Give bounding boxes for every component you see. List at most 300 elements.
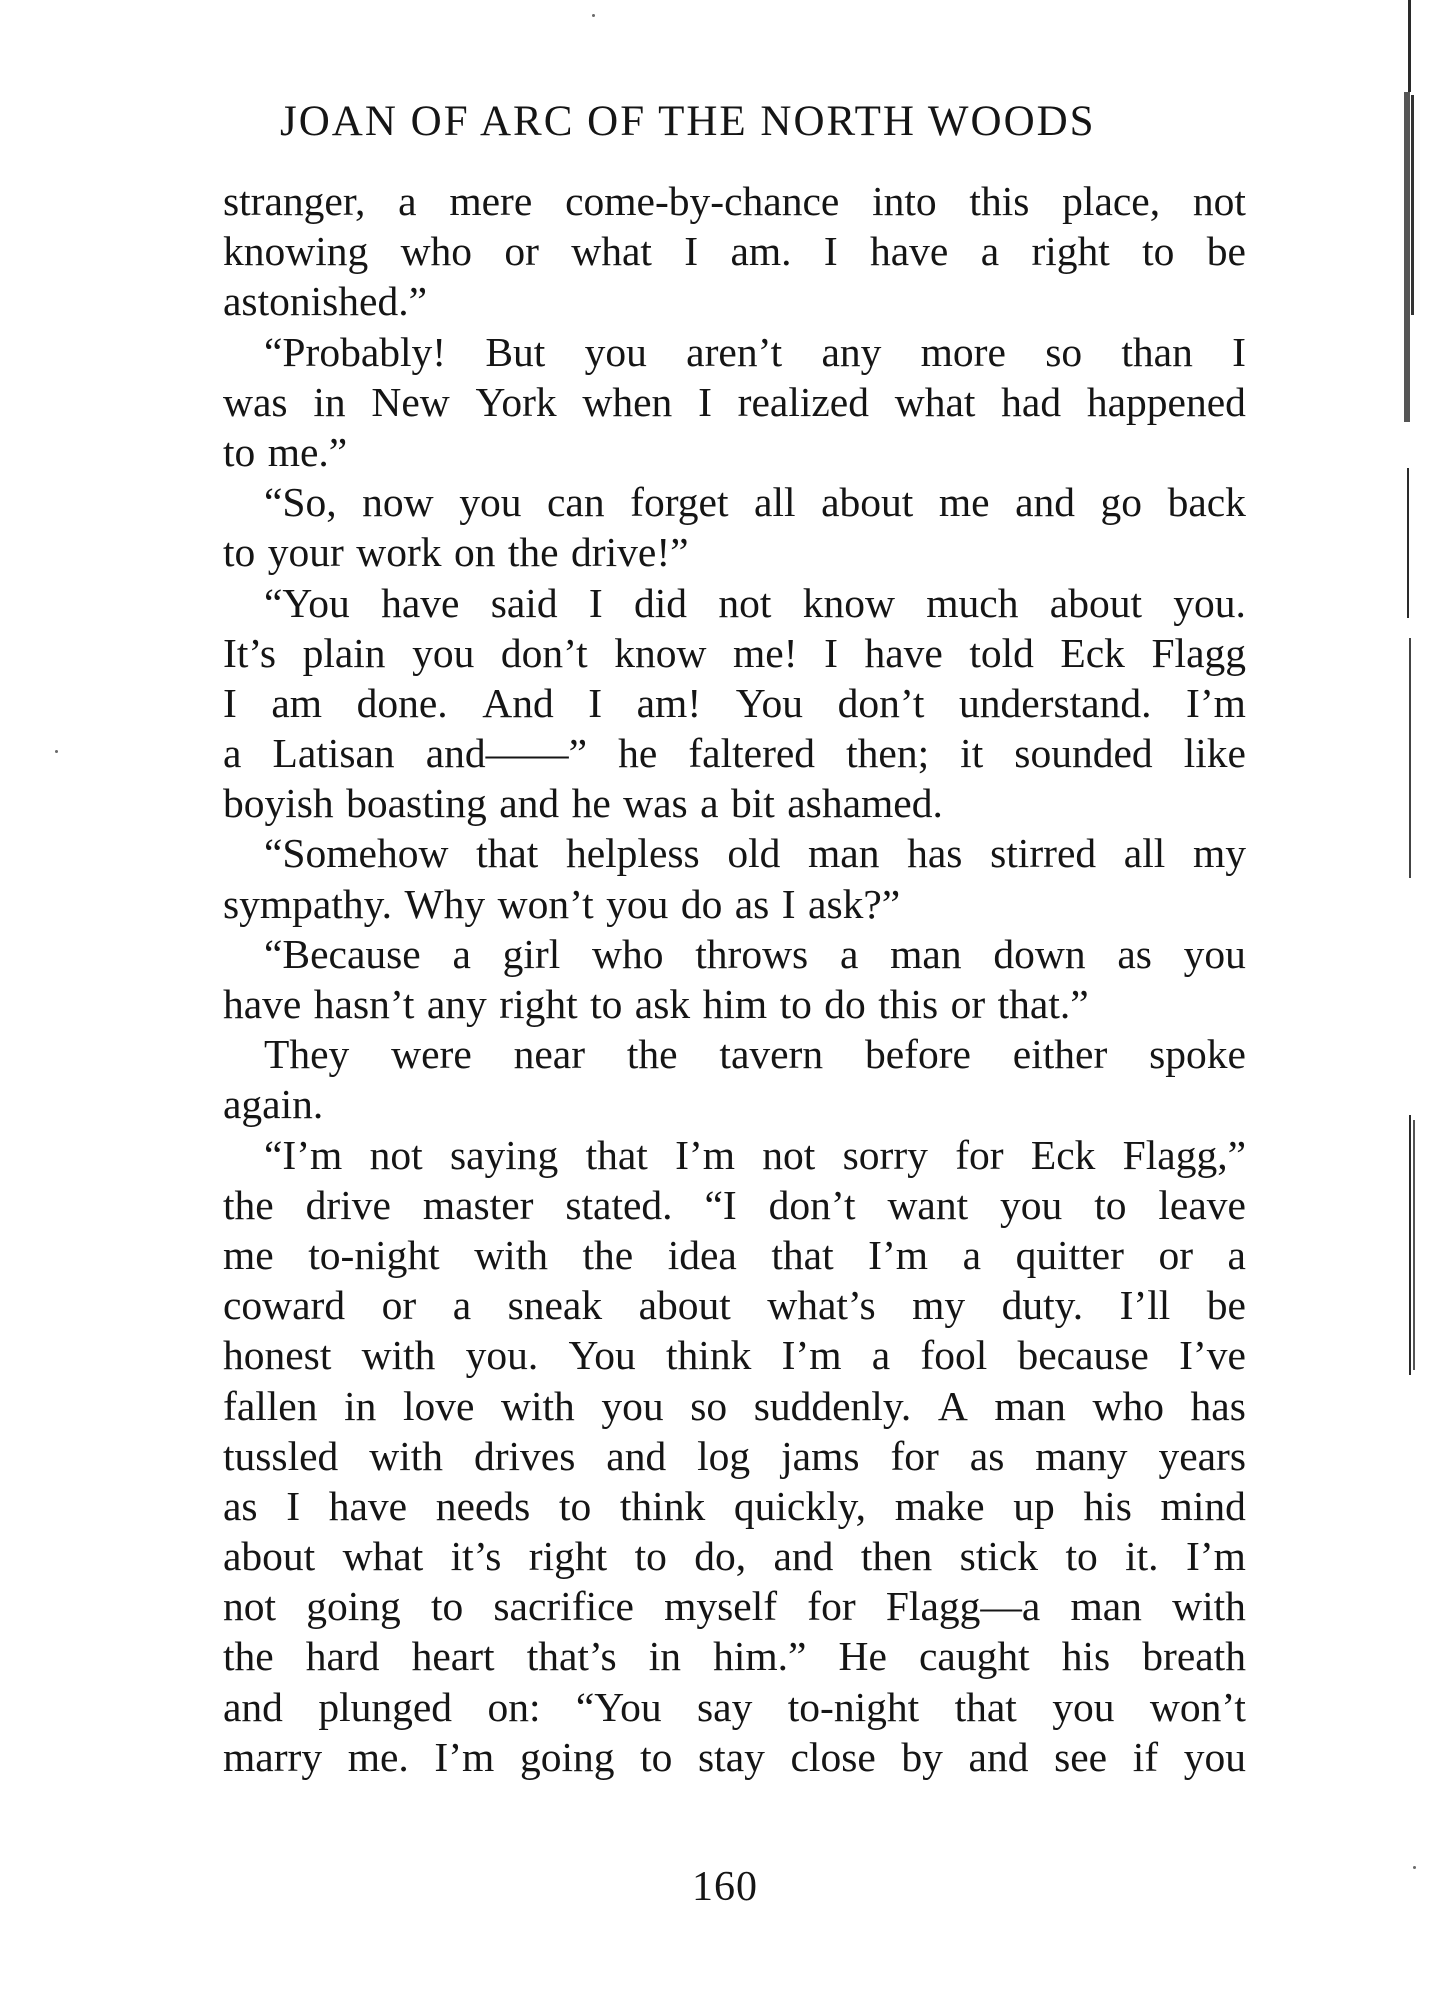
text-line [223,276,1246,326]
word: your [267,529,344,576]
word: and [773,1533,834,1580]
word: do [824,981,866,1027]
text-line [223,176,1246,226]
word: am. [730,228,792,275]
word: coward [223,1282,346,1329]
word: drive!” [571,529,689,576]
word: New [371,378,450,425]
word: plunged [318,1683,453,1730]
word: to [1094,1181,1127,1228]
word: has [1190,1382,1246,1429]
word: who [592,930,664,977]
word: the [223,1181,274,1228]
word: to [223,428,256,475]
word: But [485,328,546,375]
word: quitter [1015,1231,1124,1278]
word: I [824,629,838,676]
word: knowing [223,228,369,275]
word: “I [704,1181,737,1228]
word: the [507,529,559,576]
word: stirred [990,830,1097,877]
word: Why [404,880,486,927]
word: “I’m [264,1131,343,1178]
word: man [1070,1583,1142,1630]
word: York [475,378,557,425]
word: a [223,730,242,777]
word: he [571,780,611,827]
word: won’t [497,880,594,927]
word: “You [575,1683,662,1730]
word: on: [487,1683,541,1730]
word: this [878,981,939,1027]
word: You [735,679,804,726]
word: any [426,981,487,1027]
word: what [894,378,976,425]
word: to [223,529,256,576]
word: I’m [434,1733,495,1780]
word: with [501,1382,575,1429]
word: honest [223,1332,332,1379]
word: the [223,1633,274,1680]
word: think [666,1332,752,1379]
scan-edge-shadow [1404,92,1410,422]
word: not [718,579,772,626]
word: forget [630,479,729,526]
word: was [623,780,688,827]
word: a [700,780,719,827]
word: to [558,1482,592,1529]
word: you [601,1382,664,1429]
word: ask [634,981,691,1027]
word: as [1117,930,1152,977]
word: I’m [1185,1533,1246,1580]
text-line [223,377,1246,427]
word: can [547,479,605,526]
word: “Probably! [264,328,447,375]
word: up [1013,1482,1055,1529]
word: so [1045,328,1083,375]
word: to [590,981,623,1027]
text-line [223,778,1246,828]
word: by [901,1733,943,1780]
word: I [823,228,838,275]
text-line [223,1581,1246,1631]
word: near [513,1031,586,1078]
word: drive [305,1181,391,1228]
word: understand. [958,679,1152,726]
word: stranger, [223,178,366,224]
word: suddenly. [753,1382,912,1429]
word: that [771,1231,834,1278]
word: am [271,679,323,726]
word: faltered [688,730,816,777]
word: that’s [526,1633,617,1680]
word: what [571,228,652,275]
text-line [223,628,1246,678]
text-line [223,678,1246,728]
text-line [223,1732,1246,1782]
word: astonished.” [223,278,427,325]
word: to-night [787,1683,920,1730]
word: drives [473,1432,576,1479]
word: do [680,880,723,927]
word: a [398,178,417,224]
word: helpless [565,830,700,877]
text-line [223,728,1246,778]
word: and [968,1733,1029,1780]
word: work [356,529,442,576]
word: boasting [346,780,487,827]
word: all [1123,830,1166,877]
word: stick [959,1533,1039,1580]
word: it’s [450,1533,502,1580]
word: in [648,1633,681,1680]
word: because [1017,1332,1149,1379]
word: that [585,1131,648,1178]
word: be [1206,228,1246,275]
word: on [453,529,496,576]
word: not [223,1583,277,1630]
word: Eck [1030,1131,1096,1178]
word: you [1183,1733,1246,1780]
word: and——” [425,730,588,777]
scan-speckle [55,750,58,753]
word: I’m [781,1332,842,1379]
word: about [223,1533,316,1580]
scan-edge-shadow [1413,1120,1415,1370]
word: stated. [565,1181,673,1228]
word: man [890,930,962,977]
word: don’t [837,679,925,726]
word: you [606,880,669,927]
word: like [1183,730,1246,777]
word: know [614,629,707,676]
text-line [223,1230,1246,1280]
word: for [807,1583,856,1630]
word: caught [919,1633,1030,1680]
word: realized [737,378,869,425]
word: sounded [1014,730,1153,777]
word: sympathy. [223,880,393,927]
word: before [864,1031,971,1078]
word: either [1012,1031,1108,1078]
word: spoke [1149,1031,1246,1078]
word: a [871,1332,891,1379]
scan-edge-shadow [1408,0,1411,92]
word: log [697,1432,751,1479]
text-line [223,226,1246,276]
word: Flagg [1151,629,1246,676]
text-line [223,1330,1246,1380]
word: place, [1062,178,1161,224]
word: have [328,1482,408,1529]
text-line [223,1029,1246,1079]
word: have [870,228,949,275]
word: master [422,1181,534,1228]
word: as [734,880,770,927]
word: much [926,579,1019,626]
word: Flagg,” [1122,1131,1246,1178]
scan-edge-shadow [1407,468,1409,618]
word: if [1132,1733,1159,1780]
word: plain [302,629,386,676]
word: idea [667,1231,737,1278]
word: I [1232,328,1246,375]
word: have [381,579,460,626]
word: I [684,228,699,275]
body-text [223,176,1246,1782]
word: me [223,1231,274,1278]
word: happened [1086,378,1246,425]
text-line [223,578,1246,628]
text-line [223,527,1246,577]
word: am! [636,679,702,726]
text-line [223,879,1246,929]
text-line [223,1481,1246,1531]
word: have [223,981,302,1027]
word: done. [356,679,448,726]
word: right [528,1533,608,1580]
word: And [482,679,554,726]
word: I [286,1482,301,1529]
word: were [391,1031,472,1078]
word: I [588,679,603,726]
word: man [808,830,880,877]
word: “Somehow [264,830,449,877]
text-line [223,1631,1246,1681]
word: than [1121,328,1193,375]
word: and [606,1432,667,1479]
text-line [223,1682,1246,1732]
word: me [938,479,990,526]
scan-edge-shadow [1411,95,1414,315]
word: who [400,228,473,275]
word: ask?” [808,880,901,927]
word: you [412,629,475,676]
word: with [474,1231,548,1278]
word: any [821,328,882,375]
word: right [1031,228,1110,275]
word: not [369,1131,423,1178]
word: a [1227,1231,1246,1278]
word: bit [731,780,775,827]
word: you [1052,1683,1115,1730]
word: stay [698,1733,765,1780]
word: more [920,328,1006,375]
word: then [860,1533,933,1580]
word: man [994,1382,1066,1429]
word: the [626,1031,678,1078]
word: make [894,1482,985,1529]
word: down [993,930,1086,977]
word: his [1083,1482,1132,1529]
word: a [452,1282,472,1329]
text-line [223,427,1246,477]
word: he [618,730,658,777]
word: you [1000,1181,1063,1228]
word: his [1061,1633,1111,1680]
word: then; [846,730,930,777]
word: and [1015,479,1075,526]
text-line [223,979,1246,1029]
word: as [969,1432,1005,1479]
word: tussled [223,1432,339,1479]
word: sacrifice [493,1583,634,1630]
word: said [490,579,558,626]
word: did [634,579,688,626]
word: again. [223,1081,324,1128]
word: not [762,1131,816,1178]
word: a [962,1231,982,1278]
word: had [1001,378,1062,425]
word: I’ll [1119,1282,1171,1329]
word: mind [1160,1482,1246,1529]
word: in [344,1382,377,1429]
word: hasn’t [313,981,415,1027]
word: think [619,1482,706,1529]
word: into [872,178,937,224]
word: leave [1158,1181,1246,1228]
word: ashamed. [787,780,943,827]
word: Flagg—a [885,1583,1041,1630]
page-number: 160 [692,1864,758,1910]
text-line [223,1130,1246,1180]
running-head: JOAN OF ARC OF THE NORTH WOODS [280,98,1096,145]
word: you. [465,1332,539,1379]
word: and [223,1683,283,1730]
word: that.” [997,981,1089,1027]
word: me. [347,1733,409,1780]
text-line [223,477,1246,527]
word: old [727,830,781,877]
scan-speckle [592,14,595,17]
word: in [313,378,346,425]
word: fallen [223,1382,318,1429]
word: be [1206,1282,1246,1329]
word: fool [920,1332,988,1379]
word: mere [449,178,533,224]
word: tavern [719,1031,824,1078]
word: it. [1125,1533,1159,1580]
word: me! [733,629,798,676]
word: I’m [1186,679,1246,726]
word: to [640,1733,673,1780]
word: me.” [267,428,348,475]
word: it [960,730,984,777]
word: myself [664,1583,778,1630]
word: so [690,1382,728,1429]
word: jams [781,1432,860,1479]
word: to [1065,1533,1098,1580]
text-line [223,1431,1246,1481]
word: know [802,579,895,626]
word: that [954,1683,1017,1730]
word: love [402,1382,475,1429]
word: won’t [1149,1683,1246,1730]
word: a [839,930,859,977]
word: do, [694,1533,747,1580]
word: him [702,981,768,1027]
word: with [369,1432,443,1479]
text-line [223,1531,1246,1581]
word: you [1183,930,1246,977]
word: marry [223,1733,323,1780]
text-line [223,929,1246,979]
word: I’m [675,1131,736,1178]
word: say [697,1683,753,1730]
word: I [588,579,603,626]
word: was [223,378,288,425]
word: a [452,930,471,977]
word: want [887,1181,969,1228]
text-line [223,1180,1246,1230]
word: what’s [767,1282,876,1329]
word: now [362,479,434,526]
word: to [430,1583,464,1630]
word: or [504,228,539,275]
word: not [1192,178,1246,224]
word: going [519,1733,615,1780]
word: quickly, [733,1482,867,1529]
word: I [223,679,237,726]
word: many [1035,1432,1128,1479]
word: “You [264,579,350,626]
word: breath [1142,1633,1246,1680]
word: They [264,1031,350,1078]
word: when [582,378,673,425]
word: sorry [842,1131,928,1178]
word: see [1054,1733,1108,1780]
word: what [342,1533,424,1580]
word: I [781,880,796,927]
word: saying [449,1131,559,1178]
word: I [698,378,712,425]
word: hard [305,1633,380,1680]
word: It’s [223,629,277,676]
word: who [1092,1382,1164,1429]
scan-edge-shadow [1409,638,1411,878]
word: have [864,629,943,676]
word: Latisan [272,730,395,777]
text-line [223,1079,1246,1129]
word: go [1100,479,1143,526]
word: heart [411,1633,495,1680]
word: you. [1173,579,1246,626]
word: going [306,1583,401,1630]
word: about [638,1282,731,1329]
word: needs [435,1482,531,1529]
word: boyish [223,780,334,827]
word: right [499,981,578,1027]
word: to [779,981,812,1027]
scan-edge-shadow [1409,1115,1411,1375]
word: a [980,228,1000,275]
word: A [937,1382,968,1429]
word: my [1192,830,1246,877]
word: has [907,830,963,877]
word: you [584,328,647,375]
word: don’t [768,1181,856,1228]
word: or [1158,1231,1194,1278]
word: duty. [1001,1282,1084,1329]
word: Eck [1060,629,1125,676]
word: told [969,629,1034,676]
word: You [568,1332,636,1379]
word: “So, [264,479,337,526]
scan-speckle [1413,1866,1416,1869]
word: close [790,1733,876,1780]
word: sneak [507,1282,603,1329]
